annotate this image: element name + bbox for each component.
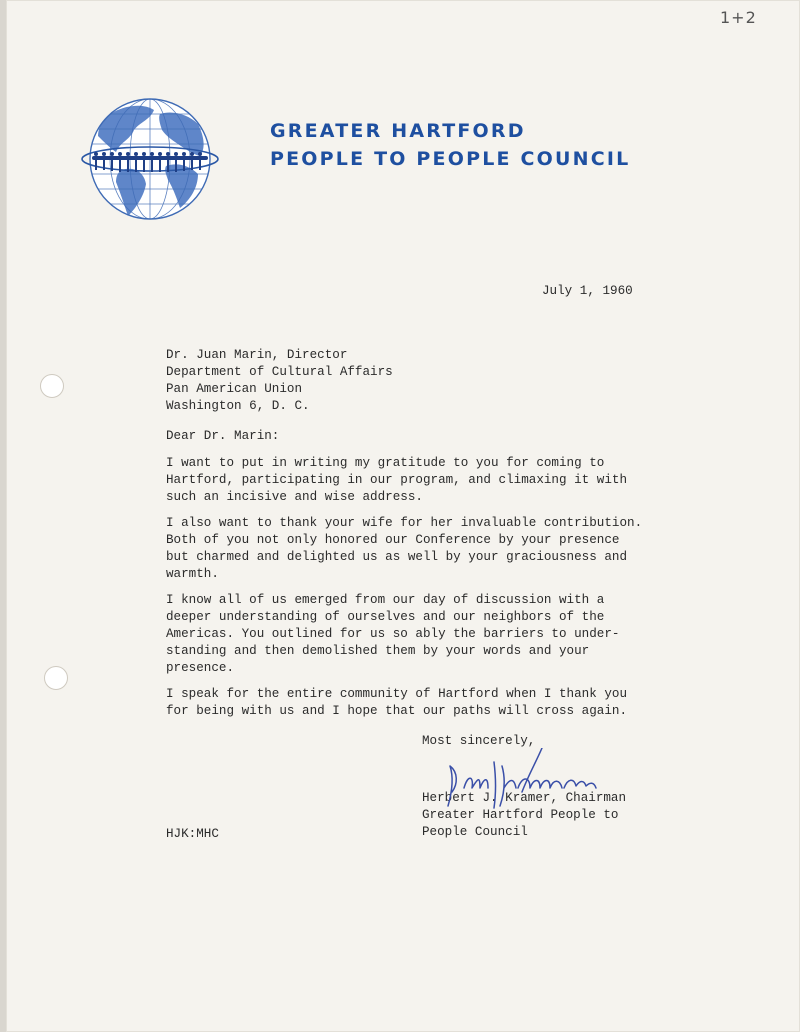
body-line: presence. xyxy=(166,661,235,675)
body-line: I also want to thank your wife for her invaluable contribution. xyxy=(166,516,643,530)
body-line: standing and then demolished them by your words and your xyxy=(166,644,590,658)
letterhead-title-line1: GREATER HARTFORD xyxy=(270,120,526,142)
body-line: I speak for the entire community of Hartford when I thank you xyxy=(166,687,628,701)
address-line: Department of Cultural Affairs xyxy=(166,365,393,379)
letter-page xyxy=(6,0,800,1032)
punch-hole xyxy=(40,374,64,398)
address-line: Washington 6, D. C. xyxy=(166,399,310,413)
body-paragraph-1 xyxy=(166,455,627,506)
body-line: Hartford, participating in our program, and climaxing it with xyxy=(166,473,628,487)
address-line: Dr. Juan Marin, Director xyxy=(166,348,348,362)
complimentary-close: Most sincerely, xyxy=(422,734,536,748)
globe-people-logo-icon xyxy=(80,96,220,222)
letter-date: July 1, 1960 xyxy=(542,284,633,298)
punch-hole xyxy=(44,666,68,690)
body-paragraph-3 xyxy=(166,592,619,677)
address-line: Pan American Union xyxy=(166,382,303,396)
body-line: I want to put in writing my gratitude to you for coming to xyxy=(166,456,605,470)
body-paragraph-4 xyxy=(166,686,627,720)
salutation: Dear Dr. Marin: xyxy=(166,429,280,443)
body-line: deeper understanding of ourselves and our neighbors of the xyxy=(166,610,605,624)
signer-name: Herbert J. Kramer, Chairman xyxy=(422,791,627,805)
recipient-address xyxy=(166,347,393,415)
body-line: warmth. xyxy=(166,567,219,581)
body-line: but charmed and delighted us as well by your graciousness and xyxy=(166,550,628,564)
body-line: for being with us and I hope that our paths will cross again. xyxy=(166,704,628,718)
page-marking: 1+2 xyxy=(720,8,757,27)
signer-title: Greater Hartford People to xyxy=(422,808,619,822)
handwritten-signature-icon xyxy=(444,748,604,818)
letterhead-title-line2: PEOPLE TO PEOPLE COUNCIL xyxy=(270,148,631,170)
body-line: Both of you not only honored our Conference by your presence xyxy=(166,533,620,547)
body-line: Americas. You outlined for us so ably the barriers to under- xyxy=(166,627,620,641)
signer-title: People Council xyxy=(422,825,528,839)
body-line: such an incisive and wise address. xyxy=(166,490,423,504)
body-paragraph-2 xyxy=(166,515,642,583)
reference-initials: HJK:MHC xyxy=(166,827,219,841)
body-line: I know all of us emerged from our day of discussion with a xyxy=(166,593,605,607)
